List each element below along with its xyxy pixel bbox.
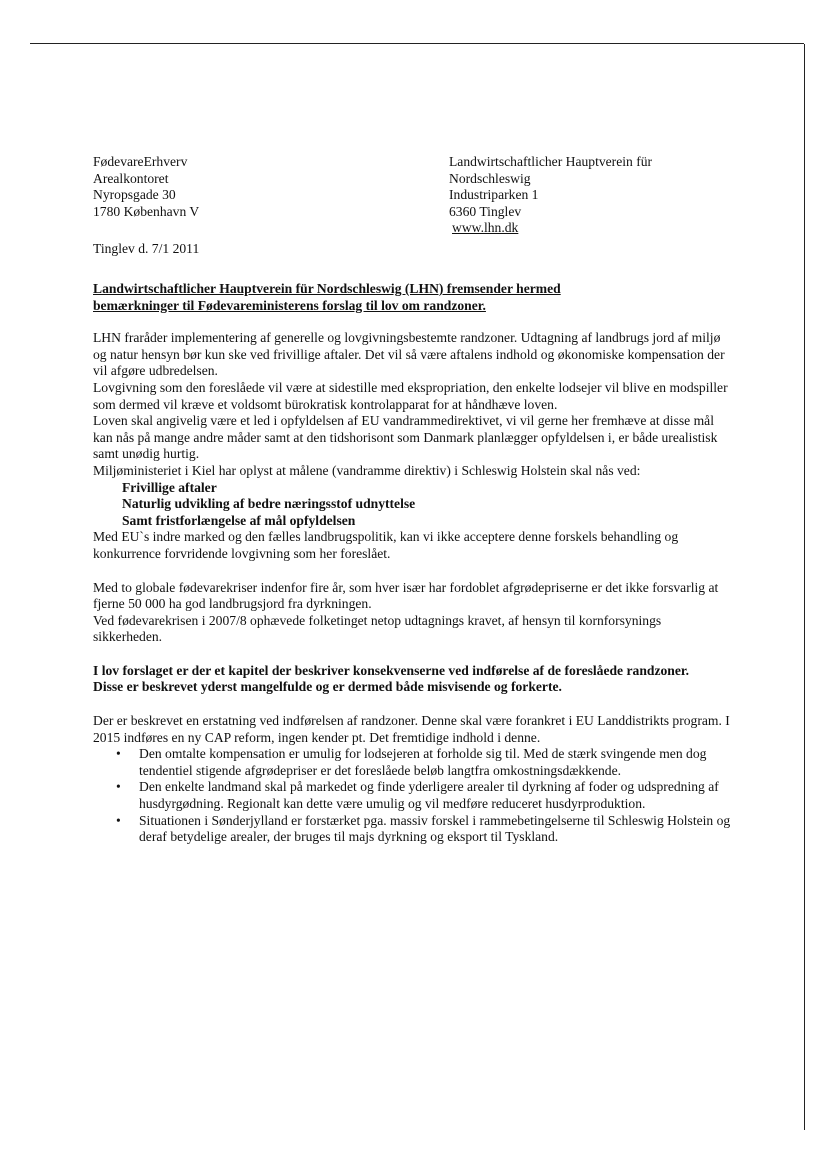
consequence-bullet-list [93, 746, 733, 846]
paragraph: LHN fraråder implementering af generelle og lovgivningsbestemte randzoner. Udtagning af landbrugs jord af miljø og natur hensyn bør kun ske ved frivillige aftaler. Det vil så være aftalens indhold og økonomiske kompensation der vil afgøre udbredelsen. [93, 330, 725, 379]
letter-headline [93, 281, 733, 314]
measures-list [93, 480, 733, 530]
measure-item: Naturlig udvikling af bedre næringsstof udnyttelse [122, 496, 416, 512]
recipient-line: 6360 Tinglev [449, 203, 522, 219]
sender-line: FødevareErhverv [93, 154, 188, 169]
paragraph: Loven skal angivelig være et led i opfyldelsen af EU vandrammedirektivet, vi vil gerne her fremhæve at disse mål kan nås på mange andre måder samt at den tidshorisont som Danmark planlægger opfyldelsen i, er både urealistisk samt unødig hurtig. [93, 413, 718, 462]
bold-statement: I lov forslaget er der et kapitel der beskriver konsekvenserne ved indførelse af de foreslåede randzoner. [93, 662, 690, 678]
scan-border-right [804, 44, 805, 1130]
headline-line-2: bemærkninger til Fødevareministerens forslag til lov om randzoner. [93, 297, 486, 313]
recipient-address [449, 154, 789, 237]
paragraph: Der er beskrevet en erstatning ved indførelsen af randzoner. Denne skal være forankret i EU Landdistrikts program. I 2015 indføres en ny CAP reform, ingen kender pt. Det fremtidige indhold i denne. [93, 713, 730, 745]
recipient-line: Industriparken 1 [449, 187, 539, 203]
sender-address [93, 154, 393, 220]
letter-body [93, 281, 733, 846]
website-link[interactable]: www.lhn.dk [452, 220, 519, 236]
paragraph: Ved fødevarekrisen i 2007/8 ophævede folketinget netop udtagnings kravet, af hensyn til kornforsynings sikkerheden. [93, 612, 662, 645]
measure-item: Samt fristforlængelse af mål opfyldelsen [122, 512, 356, 528]
sender-line: Nyropsgade 30 [93, 187, 176, 203]
measure-item: Frivillige aftaler [122, 479, 217, 495]
scan-border-top [30, 43, 804, 44]
headline-line-1: Landwirtschaftlicher Hauptverein für Nordschleswig (LHN) fremsender hermed [93, 281, 561, 296]
paragraph: Med to globale fødevarekriser indenfor fire år, som hver især har fordoblet afgrødepriserne er det ikke forsvarlig at fjerne 50 000 ha god landbrugsjord fra dyrkningen. [93, 579, 719, 612]
bullet-item: • Situationen i Sønderjylland er forstærket pga. massiv forskel i rammebetingelserne til Schleswig Holstein og deraf betydelige arealer, der bruges til majs dyrkning og eksport til Tyskland. [93, 813, 733, 846]
paragraph: Lovgivning som den foreslåede vil være at sidestille med ekspropriation, den enkelte lodsejer vil blive en modspiller som dermed vil kræve et voldsomt bürokratisk kontrolapparat for at håndhæve loven. [93, 379, 728, 412]
bullet-item: • Den omtalte kompensation er umulig for lodsejeren at forholde sig til. Med de stærk svingende men dog tendentiel stigende afgrødepriser er det foreslåede beløb langtfra omkostningsdækkende. [93, 746, 733, 779]
recipient-line: Landwirtschaftlicher Hauptverein für [449, 154, 653, 169]
sender-line: 1780 København V [93, 203, 200, 219]
sender-line: Arealkontoret [93, 170, 169, 186]
bullet-item: • Den enkelte landmand skal på markedet og finde yderligere arealer til dyrkning af foder og udspredning af husdyrgødning. Regionalt kan dette være umulig og vil medføre reduceret husdyrproduktion. [93, 779, 733, 812]
recipient-line: Nordschleswig [449, 170, 531, 186]
bold-statement: Disse er beskrevet yderst mangelfulde og er dermed både misvisende og forkerte. [93, 679, 562, 695]
letter-date: Tinglev d. 7/1 2011 [93, 241, 200, 256]
paragraph: Miljøministeriet i Kiel har oplyst at målene (vandramme direktiv) i Schleswig Holstein skal nås ved: [93, 462, 641, 478]
paragraph: Med EU`s indre marked og den fælles landbrugspolitik, kan vi ikke acceptere denne forskels behandling og konkurrence forvridende lovgivning som her foreslået. [93, 529, 679, 561]
